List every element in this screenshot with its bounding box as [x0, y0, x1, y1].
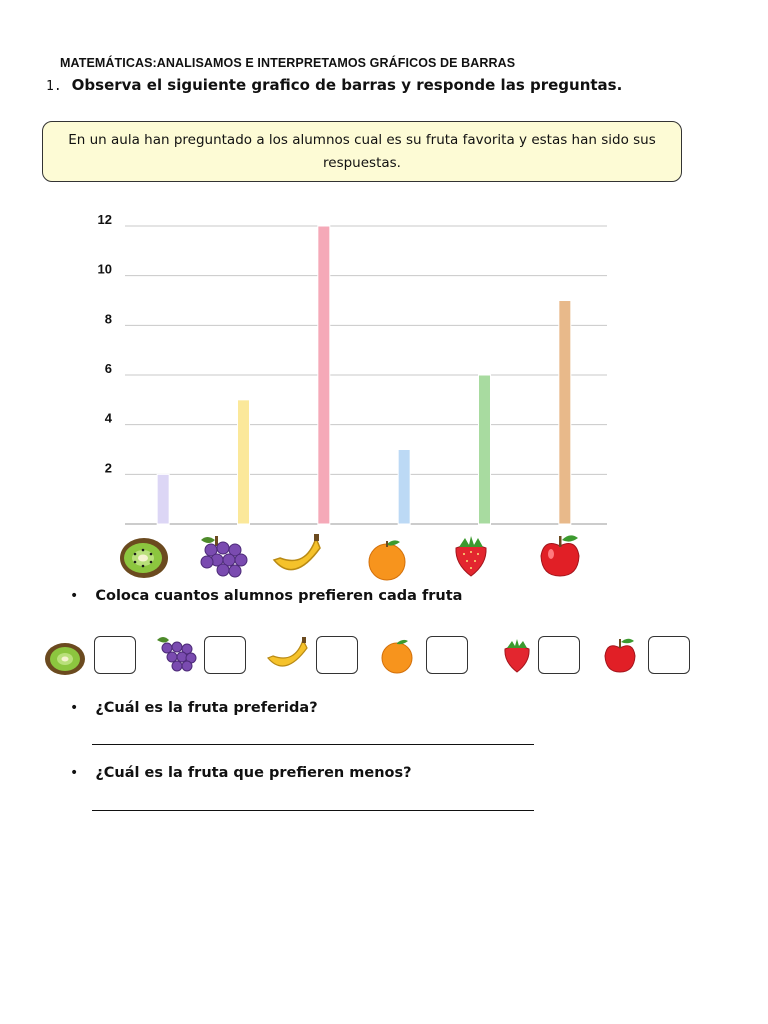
answer-box-strawberry[interactable] — [538, 636, 580, 674]
grapes-icon — [193, 532, 253, 582]
strawberry-icon — [451, 532, 491, 578]
question-text-2: ¿Cuál es la fruta preferida? — [95, 700, 318, 716]
bullet: • — [70, 588, 79, 604]
bullet: • — [70, 765, 79, 781]
intro-text: En un aula han preguntado a los alumnos cual es su fruta favorita y estas han sido sus respuestas. — [68, 132, 656, 171]
banana-icon — [270, 532, 326, 580]
banana-icon — [265, 636, 311, 674]
bar-grapes — [238, 400, 250, 524]
answer-box-orange[interactable] — [426, 636, 468, 674]
answer-line-2[interactable] — [92, 744, 534, 745]
orange-icon — [366, 536, 408, 582]
y-tick-label: 4 — [104, 410, 112, 426]
y-tick-label: 8 — [104, 311, 112, 327]
bar-apple — [559, 301, 571, 525]
question-1-text: Observa el siguiente grafico de barras y responde las preguntas. — [71, 76, 623, 94]
grapes-icon — [153, 634, 199, 674]
bar-kiwi — [157, 474, 169, 524]
answer-row — [0, 632, 768, 680]
question-1 — [46, 76, 622, 94]
question-item-3 — [70, 762, 412, 781]
answer-box-banana[interactable] — [316, 636, 358, 674]
kiwi-icon — [44, 642, 86, 676]
question-item-2 — [70, 697, 318, 716]
worksheet-title: MATEMÁTICAS:ANALISAMOS E INTERPRETAMOS GRÁFICOS DE BARRAS — [60, 56, 516, 70]
apple-icon — [538, 532, 582, 580]
orange-icon — [380, 636, 414, 674]
question-text-1: Coloca cuantos alumnos prefieren cada fruta — [95, 588, 463, 604]
bullet: • — [70, 700, 79, 716]
answer-box-apple[interactable] — [648, 636, 690, 674]
y-tick-label: 12 — [97, 212, 112, 227]
y-tick-label: 10 — [97, 261, 112, 277]
bar-chart — [80, 205, 620, 530]
bar-banana — [318, 226, 330, 524]
bar-strawberry — [479, 375, 491, 524]
apple-icon — [603, 636, 637, 676]
strawberry-icon — [501, 636, 533, 674]
answer-box-grapes[interactable] — [204, 636, 246, 674]
y-tick-label: 2 — [104, 460, 112, 476]
kiwi-icon — [118, 536, 170, 580]
question-text-3: ¿Cuál es la fruta que prefieren menos? — [95, 765, 412, 781]
question-item-1 — [70, 585, 462, 604]
answer-box-kiwi[interactable] — [94, 636, 136, 674]
bar-orange — [398, 450, 410, 525]
question-number: 1. — [46, 79, 62, 94]
intro-box — [42, 121, 682, 182]
y-tick-label: 6 — [104, 361, 112, 376]
answer-line-3[interactable] — [92, 810, 534, 811]
chart-fruit-row — [0, 528, 768, 584]
